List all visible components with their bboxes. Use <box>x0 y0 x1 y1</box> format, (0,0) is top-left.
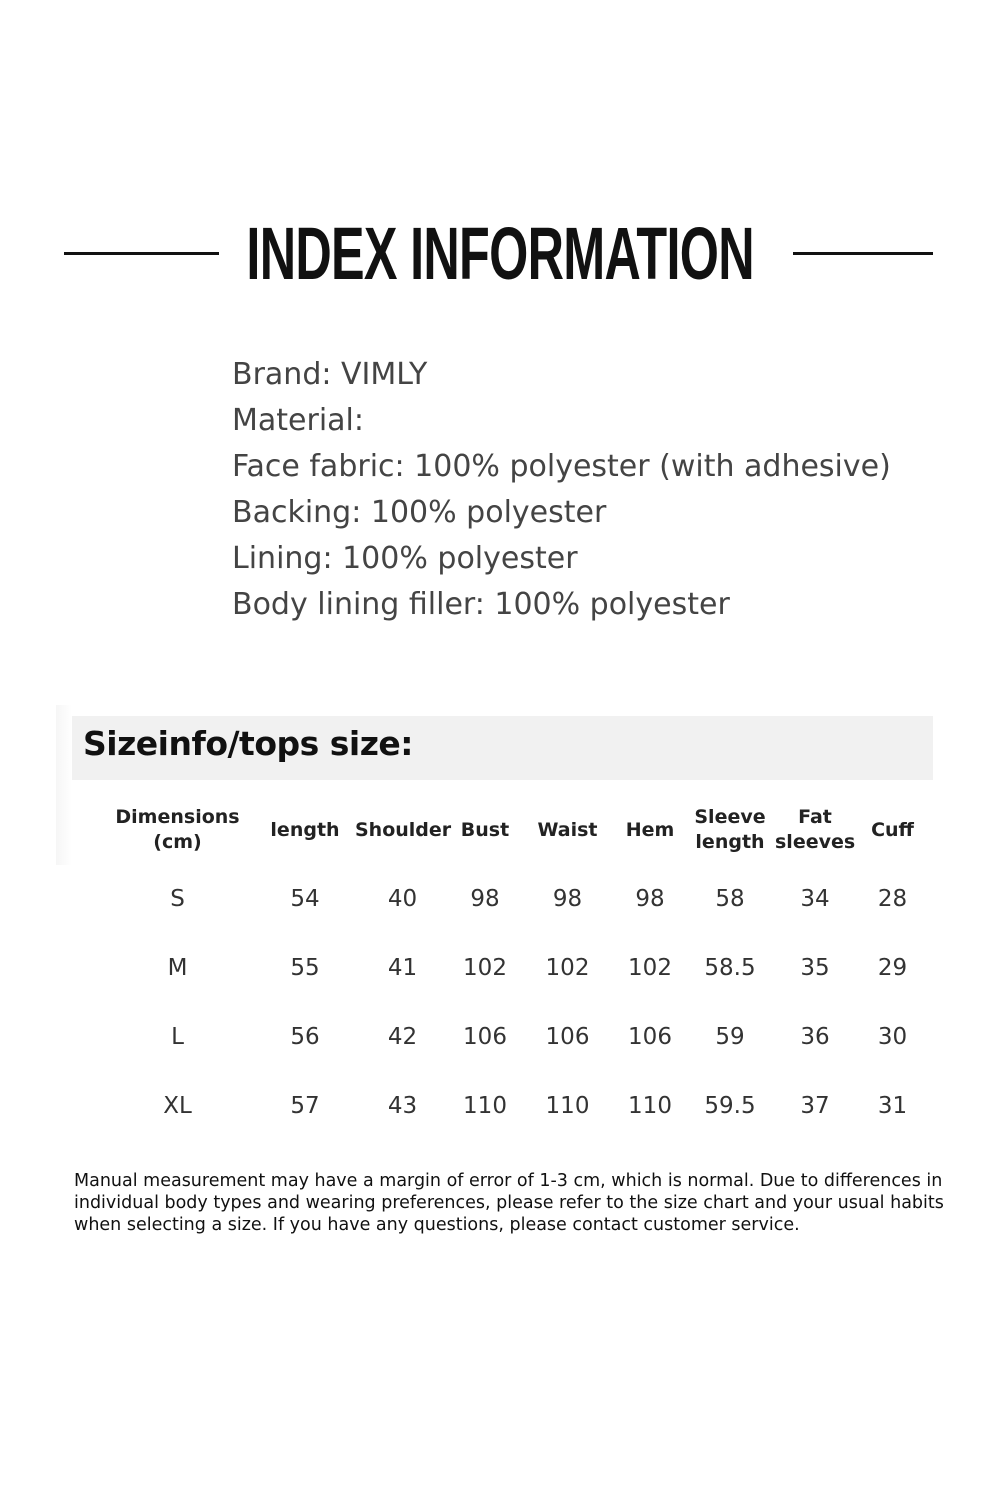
size-label-cell: L <box>171 1023 184 1050</box>
column-header-line: length <box>270 818 340 841</box>
measurement-cell: 36 <box>800 1023 830 1050</box>
column-header <box>355 796 450 864</box>
measurement-cell: 58.5 <box>704 954 756 981</box>
table-row <box>100 933 930 1002</box>
size-label-cell: XL <box>163 1092 192 1119</box>
size-chart-title: Sizeinfo/tops size: <box>83 724 413 763</box>
size-table <box>100 796 930 1140</box>
column-header <box>685 796 775 864</box>
measurement-cell: 40 <box>387 885 418 912</box>
measurement-cell: 106 <box>463 1023 507 1050</box>
measurement-cell: 110 <box>545 1092 590 1119</box>
measurement-cell: 56 <box>290 1023 320 1050</box>
material-label: Material: <box>232 403 364 438</box>
filler-line: Body lining filler: 100% polyester <box>232 587 730 622</box>
measurement-cell: 110 <box>628 1092 672 1119</box>
heading-rule-right <box>793 252 933 255</box>
column-header-line: Shoulder <box>355 818 452 841</box>
measurement-note: Manual measurement may have a margin of error of 1-3 cm, which is normal. Due to differences in individual body types and wearing preferences, please refer to the size chart and your usual habits when selecting a size. If you have any questions, please contact customer service. <box>74 1171 944 1235</box>
measurement-cell: 55 <box>290 954 320 981</box>
table-row <box>100 1071 930 1140</box>
column-header-line: length <box>695 831 765 853</box>
size-table-header-row <box>100 796 930 864</box>
column-header <box>100 796 255 864</box>
measurement-cell: 57 <box>290 1092 320 1119</box>
column-header-line: Bust <box>460 818 510 841</box>
size-chart-banner <box>72 716 933 780</box>
measurement-cell: 102 <box>463 954 507 981</box>
size-chart-shade <box>56 705 72 865</box>
size-label-cell: M <box>167 954 188 981</box>
measurement-cell: 42 <box>387 1023 418 1050</box>
measurement-cell: 31 <box>877 1092 908 1119</box>
column-header-line: Hem <box>625 818 675 841</box>
measurement-cell: 29 <box>877 954 908 981</box>
measurement-cell: 34 <box>800 885 830 912</box>
backing-line: Backing: 100% polyester <box>232 495 607 530</box>
table-row <box>100 864 930 933</box>
column-header <box>255 796 355 864</box>
column-header-line: Sleeve <box>694 806 766 828</box>
measurement-cell: 98 <box>470 885 500 912</box>
product-info <box>232 352 972 628</box>
measurement-cell: 35 <box>800 954 830 981</box>
measurement-cell: 106 <box>545 1023 590 1050</box>
measurement-cell: 102 <box>628 954 672 981</box>
column-header <box>615 796 685 864</box>
column-header <box>450 796 520 864</box>
column-header <box>855 796 930 864</box>
lining-line: Lining: 100% polyester <box>232 541 578 576</box>
measurement-cell: 106 <box>628 1023 672 1050</box>
measurement-cell: 59 <box>715 1023 745 1050</box>
page-title: INDEX INFORMATION <box>246 212 754 295</box>
measurement-cell: 41 <box>387 954 418 981</box>
column-header-line: Waist <box>537 818 598 841</box>
measurement-cell: 28 <box>877 885 908 912</box>
column-header-line: Fat <box>798 806 832 828</box>
measurement-cell: 102 <box>545 954 590 981</box>
measurement-cell: 54 <box>290 885 320 912</box>
measurement-cell: 58 <box>715 885 745 912</box>
column-header-line: Dimensions <box>115 806 240 828</box>
table-row <box>100 1002 930 1071</box>
measurement-cell: 110 <box>463 1092 507 1119</box>
size-table-body <box>100 864 930 1140</box>
measurement-cell: 59.5 <box>704 1092 756 1119</box>
measurement-cell: 30 <box>877 1023 908 1050</box>
column-header-line: Cuff <box>871 818 914 841</box>
column-header <box>775 796 855 864</box>
measurement-cell: 98 <box>635 885 665 912</box>
column-header-line: sleeves <box>775 831 856 853</box>
brand-line: Brand: VIMLY <box>232 357 428 392</box>
measurement-cell: 37 <box>800 1092 830 1119</box>
measurement-cell: 43 <box>387 1092 418 1119</box>
measurement-cell: 98 <box>552 885 583 912</box>
column-header-line: (cm) <box>153 831 202 853</box>
face-fabric-line: Face fabric: 100% polyester (with adhesive) <box>232 449 891 484</box>
size-label-cell: S <box>170 885 185 912</box>
column-header <box>520 796 615 864</box>
